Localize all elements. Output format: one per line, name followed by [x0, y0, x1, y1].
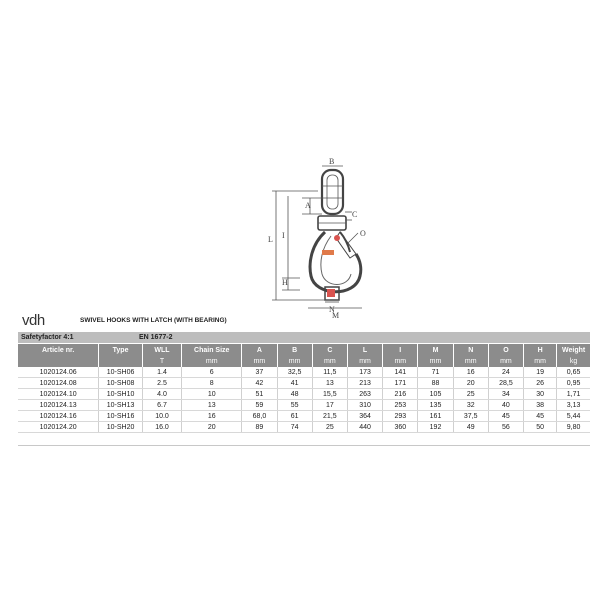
table-cell: 71 — [418, 367, 453, 378]
spec-bar — [18, 332, 590, 343]
table-cell: 1020124.20 — [18, 422, 99, 433]
table-cell: 3,13 — [557, 400, 590, 411]
table-cell: 59 — [242, 400, 277, 411]
table-cell: 105 — [418, 389, 453, 400]
table-row — [18, 367, 590, 378]
safety-factor: Safetyfactor 4:1 — [21, 334, 74, 341]
table-cell: 161 — [418, 411, 453, 422]
header-cell: N — [453, 344, 488, 356]
table-cell: 16 — [182, 411, 242, 422]
table-cell: 2.5 — [142, 378, 181, 389]
table-cell: 9,80 — [557, 422, 590, 433]
header-cell: C — [312, 344, 347, 356]
table-cell: 0,95 — [557, 378, 590, 389]
table-row — [18, 389, 590, 400]
table-cell: 10-SH20 — [99, 422, 143, 433]
table-cell: 213 — [347, 378, 382, 389]
table-cell: 32,5 — [277, 367, 312, 378]
table-cell: 10-SH08 — [99, 378, 143, 389]
table-bottom-rule — [18, 445, 590, 446]
header-cell: Chain Size — [182, 344, 242, 356]
table-cell: 38 — [524, 400, 557, 411]
table-cell: 1020124.16 — [18, 411, 99, 422]
table-cell: 1020124.13 — [18, 400, 99, 411]
table-cell: 1.4 — [142, 367, 181, 378]
table-cell: 10-SH13 — [99, 400, 143, 411]
table-cell: 216 — [383, 389, 418, 400]
table-cell: 19 — [524, 367, 557, 378]
table-row — [18, 378, 590, 389]
table-row — [18, 411, 590, 422]
table-cell: 141 — [383, 367, 418, 378]
table-cell: 55 — [277, 400, 312, 411]
dim-label-n: N — [329, 305, 335, 314]
table-cell: 74 — [277, 422, 312, 433]
unit-cell: mm — [383, 356, 418, 367]
dim-label-a: A — [305, 201, 311, 210]
table-cell: 37,5 — [453, 411, 488, 422]
table-cell: 135 — [418, 400, 453, 411]
dim-label-i: I — [282, 231, 285, 240]
brand-logo: vdh — [22, 311, 45, 329]
table-cell: 16.0 — [142, 422, 181, 433]
table-cell: 37 — [242, 367, 277, 378]
table-cell: 49 — [453, 422, 488, 433]
document-title: SWIVEL HOOKS WITH LATCH (WITH BEARING) — [80, 316, 227, 324]
table-cell: 15,5 — [312, 389, 347, 400]
table-row — [18, 400, 590, 411]
table-cell: 173 — [347, 367, 382, 378]
table-cell: 1020124.08 — [18, 378, 99, 389]
unit-cell: kg — [557, 356, 590, 367]
table-cell: 1,71 — [557, 389, 590, 400]
latch-pin-mark — [334, 235, 340, 241]
table-cell: 263 — [347, 389, 382, 400]
header-cell: L — [347, 344, 382, 356]
table-cell: 192 — [418, 422, 453, 433]
table-cell: 21,5 — [312, 411, 347, 422]
table-cell: 10-SH06 — [99, 367, 143, 378]
table-cell: 8 — [182, 378, 242, 389]
header-cell: Weight — [557, 344, 590, 356]
table-cell: 364 — [347, 411, 382, 422]
table-cell: 61 — [277, 411, 312, 422]
table-cell: 4.0 — [142, 389, 181, 400]
unit-cell — [99, 356, 143, 367]
table-cell: 89 — [242, 422, 277, 433]
unit-cell: mm — [347, 356, 382, 367]
header-cell: A — [242, 344, 277, 356]
unit-cell: T — [142, 356, 181, 367]
table-cell: 13 — [182, 400, 242, 411]
table-cell: 16 — [453, 367, 488, 378]
unit-cell: mm — [418, 356, 453, 367]
table-cell: 440 — [347, 422, 382, 433]
table-body — [18, 367, 590, 433]
table-cell: 68,0 — [242, 411, 277, 422]
table-cell: 1020124.10 — [18, 389, 99, 400]
table-cell: 0,65 — [557, 367, 590, 378]
unit-cell: mm — [242, 356, 277, 367]
unit-cell: mm — [453, 356, 488, 367]
table-cell: 45 — [524, 411, 557, 422]
table-cell: 6 — [182, 367, 242, 378]
table-cell: 45 — [488, 411, 523, 422]
table-row — [18, 422, 590, 433]
header-cell: M — [418, 344, 453, 356]
table-cell: 1020124.06 — [18, 367, 99, 378]
unit-cell — [18, 356, 99, 367]
table-cell: 30 — [524, 389, 557, 400]
table-cell: 10.0 — [142, 411, 181, 422]
table-cell: 10-SH10 — [99, 389, 143, 400]
header-cell: I — [383, 344, 418, 356]
unit-cell: mm — [277, 356, 312, 367]
dim-label-o: O — [360, 229, 366, 238]
hook-body — [310, 232, 361, 292]
unit-cell: mm — [488, 356, 523, 367]
title-row — [22, 311, 227, 329]
table-cell: 25 — [453, 389, 488, 400]
table-cell: 42 — [242, 378, 277, 389]
table-cell: 20 — [453, 378, 488, 389]
spec-table — [18, 344, 590, 433]
dim-label-h: H — [282, 278, 288, 287]
table-cell: 6.7 — [142, 400, 181, 411]
table-cell: 24 — [488, 367, 523, 378]
table-cell: 51 — [242, 389, 277, 400]
header-cell: Type — [99, 344, 143, 356]
dim-label-m: M — [332, 311, 340, 320]
table-cell: 41 — [277, 378, 312, 389]
header-cell: WLL — [142, 344, 181, 356]
table-cell: 253 — [383, 400, 418, 411]
table-cell: 50 — [524, 422, 557, 433]
unit-cell: mm — [312, 356, 347, 367]
header-cell: H — [524, 344, 557, 356]
table-units-row — [18, 356, 590, 367]
table-cell: 56 — [488, 422, 523, 433]
table-cell: 310 — [347, 400, 382, 411]
dim-label-c: C — [352, 210, 358, 219]
header-cell: Article nr. — [18, 344, 99, 356]
unit-cell: mm — [524, 356, 557, 367]
table-cell: 13 — [312, 378, 347, 389]
table-cell: 293 — [383, 411, 418, 422]
unit-cell: mm — [182, 356, 242, 367]
table-cell: 10 — [182, 389, 242, 400]
throat-mark — [322, 250, 334, 255]
table-cell: 26 — [524, 378, 557, 389]
table-header-row — [18, 344, 590, 356]
header-cell: B — [277, 344, 312, 356]
shank-mark — [327, 289, 335, 297]
standard-label: EN 1677-2 — [139, 334, 173, 341]
table-cell: 34 — [488, 389, 523, 400]
table-cell: 10-SH16 — [99, 411, 143, 422]
table-cell: 88 — [418, 378, 453, 389]
table-cell: 171 — [383, 378, 418, 389]
table-cell: 48 — [277, 389, 312, 400]
dim-label-b: B — [329, 157, 335, 166]
table-cell: 11,5 — [312, 367, 347, 378]
table-cell: 25 — [312, 422, 347, 433]
table-cell: 360 — [383, 422, 418, 433]
table-cell: 32 — [453, 400, 488, 411]
table-cell: 28,5 — [488, 378, 523, 389]
table-cell: 20 — [182, 422, 242, 433]
table-cell: 5,44 — [557, 411, 590, 422]
table-cell: 40 — [488, 400, 523, 411]
table-cell: 17 — [312, 400, 347, 411]
header-cell: O — [488, 344, 523, 356]
dim-label-l: L — [268, 235, 273, 244]
